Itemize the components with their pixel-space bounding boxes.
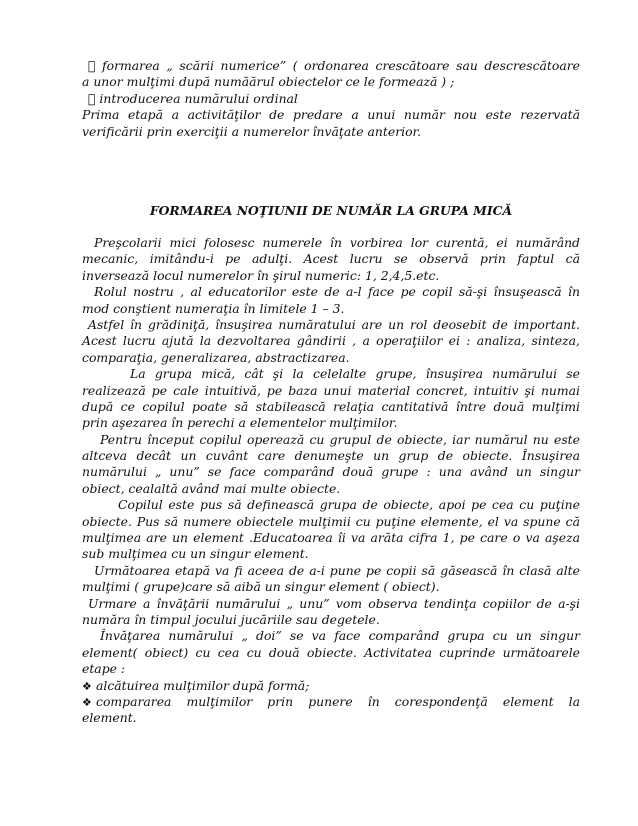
text-line: Următoarea etapă va fi aceea de a-i pune pe copii să găsească în clasă alte: [94, 562, 580, 578]
text-line: mecanic, imitându-i pe adulţi. Acest lucru se observă prin faptul că: [82, 251, 580, 267]
text-line: obiect, cealaltă având mai multe obiecte.: [82, 480, 341, 496]
text-line: sub mulţimea cu un singur element.: [82, 546, 309, 562]
text-line: Rolul nostru , al educatorilor este de a-l face pe copil să-şi însuşească în: [94, 284, 580, 300]
section-title: FORMAREA NOŢIUNII DE NUMĂR LA GRUPA MICĂ: [149, 203, 513, 218]
text-line: Prima etapă a activităţilor de predare a unui număr nou este rezervată: [82, 107, 580, 123]
text-line: prin aşezarea în perechi a elementelor mulţimilor.: [82, 415, 398, 431]
text-line: mulţimi ( grupe)care să aibă un singur element ( obiect).: [82, 579, 440, 595]
text-line: mulţimea are un element .Educatoarea îi va arăta cifra 1, pe care o va aşeza: [82, 530, 580, 546]
list-item: formarea „ scării numerice” ( ordonarea crescătoare sau descrescătoare: [88, 58, 580, 73]
text-line: Pentru început copilul operează cu grupul de obiecte, iar numărul nu este: [100, 431, 580, 447]
diamond-bullet-icon: ❖: [82, 695, 92, 709]
text-line: mod conştient numeraţia în limitele 1 – 3.: [82, 300, 345, 316]
list-item-text: alcătuirea mulţimilor după formă;: [96, 677, 310, 693]
list-item: [82, 678, 580, 694]
text-line: altceva decât un cuvânt care denumeşte un grup de obiecte. Însuşirea: [82, 448, 580, 464]
text-line: Astfel în grădiniţă, însuşirea număratului are un rol deosebit de important.: [88, 316, 580, 332]
text-line: element( obiect) cu cea cu două obiecte. Activitatea cuprinde următoarele: [82, 644, 580, 660]
list-item-text: compararea mulţimilor prin punere în corespondenţă element la: [96, 693, 580, 709]
diamond-bullet-icon: ❖: [82, 679, 92, 693]
text-line: etape :: [82, 661, 126, 677]
text-line: La grupa mică, cât şi la celelalte grupe, însuşirea numărului se: [130, 366, 580, 382]
intro-section: [82, 58, 580, 140]
text-line: Urmare a învăţării numărului „ unu” vom observa tendinţa copiilor de a-şi: [88, 595, 580, 611]
body-section: [82, 235, 580, 727]
text-line: inversează locul numerelor în şirul numeric: 1, 2,4,5.etc.: [82, 267, 440, 283]
text-line: Acest lucru ajută la dezvoltarea gândirii , a operaţiilor ei : analiza, sinteza,: [82, 333, 580, 349]
list-item: introducerea numărului ordinal: [88, 90, 287, 106]
text-line: verificării prin exerciţii a numerelor învăţate anterior.: [82, 123, 422, 139]
list-item: [82, 694, 580, 710]
text-line: a unor mulţimi după număărul obiectelor ce le formează ) ;: [82, 74, 455, 90]
text-line: comparaţia, generalizarea, abstractizarea.: [82, 349, 350, 365]
text-line: număra în timpul jocului jucăriile sau degetele.: [82, 611, 380, 627]
text-line: după ce copilul poate să stabilească relaţia cantitativă între două mulţimi: [82, 398, 580, 414]
text-line: numărului „ unu” se face comparând două grupe : una având un singur: [82, 464, 580, 480]
text-line: realizează pe cale intuitivă, pe baza unui material concret, intuitiv şi numai: [82, 382, 580, 398]
text-line: Copilul este pus să definească grupa de obiecte, apoi pe cea cu puţine: [118, 497, 580, 513]
text-line: Preşcolarii mici folosesc numerele în vorbirea lor curentă, ei numărând: [94, 235, 580, 250]
text-line: element.: [82, 710, 137, 726]
text-line: Învăţarea numărului „ doi” se va face comparând grupa cu un singur: [100, 628, 580, 644]
text-line: obiecte. Pus să numere obiectele mulţimii cu puţine elemente, el va spune că: [82, 513, 580, 529]
